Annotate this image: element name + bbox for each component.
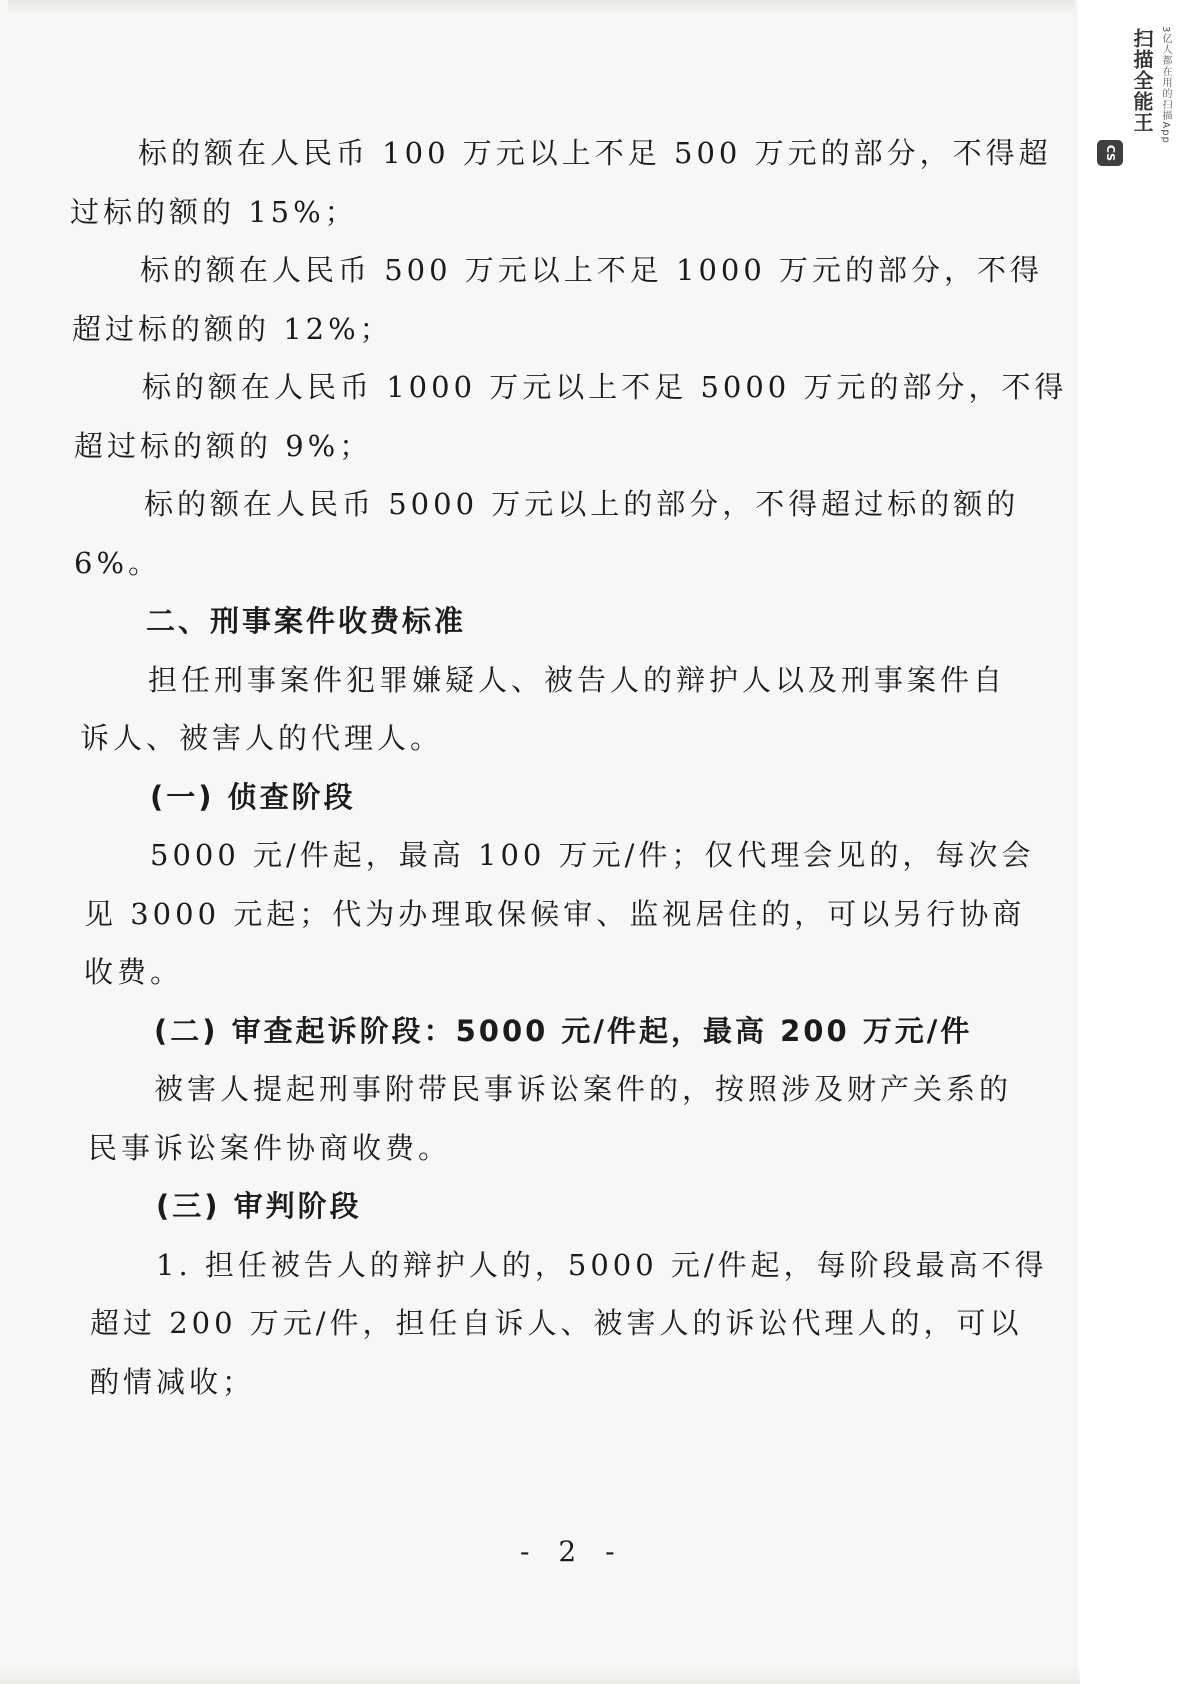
subheading-trial-stage: (三) 审判阶段 (156, 1189, 362, 1223)
text-line: 过标的额的 15%； (70, 195, 358, 229)
text-line: 1. 担任被告人的辩护人的，5000 元/件起，每阶段最高不得 (156, 1248, 1048, 1282)
page-number: - 2 - (520, 1535, 625, 1568)
text-line: 超过标的额的 12%； (72, 312, 393, 346)
watermark-tagline: 3亿人都在用的扫描App (1160, 26, 1171, 144)
text-line: 诉人、被害人的代理人。 (80, 721, 444, 755)
camscanner-logo-icon: CS (1097, 140, 1123, 166)
text-line: 酌情减收； (90, 1365, 256, 1399)
text-line: 被害人提起刑事附带民事诉讼案件的，按照涉及财产关系的 (154, 1072, 1013, 1106)
text-line: 6%。 (74, 546, 162, 580)
section-heading-criminal-fees: 二、刑事案件收费标准 (146, 604, 467, 638)
watermark-app-name: 扫描全能王 (1130, 28, 1154, 133)
text-line: 收费。 (84, 955, 184, 989)
page-edge-shadow (1074, 0, 1080, 1684)
text-line: 担任刑事案件犯罪嫌疑人、被告人的辩护人以及刑事案件自 (148, 663, 1007, 697)
text-line: 标的额在人民币 1000 万元以上不足 5000 万元的部分，不得 (142, 370, 1068, 404)
text-line: 5000 元/件起，最高 100 万元/件；仅代理会见的，每次会 (150, 838, 1035, 872)
text-line: 标的额在人民币 100 万元以上不足 500 万元的部分，不得超 (138, 136, 1052, 170)
text-line: 标的额在人民币 5000 万元以上的部分，不得超过标的额的 (144, 487, 1020, 521)
subheading-investigation-stage: (一) 侦查阶段 (150, 780, 356, 814)
scanner-watermark (1080, 0, 1190, 180)
subheading-prosecution-review-stage: (二) 审查起诉阶段：5000 元/件起，最高 200 万元/件 (154, 1014, 973, 1048)
text-line: 超过标的额的 9%； (74, 429, 373, 463)
text-line: 标的额在人民币 500 万元以上不足 1000 万元的部分，不得 (140, 253, 1044, 287)
text-line: 民事诉讼案件协商收费。 (88, 1131, 452, 1165)
text-line: 超过 200 万元/件，担任自诉人、被害人的诉讼代理人的，可以 (90, 1306, 1023, 1340)
text-line: 见 3000 元起；代为办理取保候审、监视居住的，可以另行协商 (84, 897, 1026, 931)
